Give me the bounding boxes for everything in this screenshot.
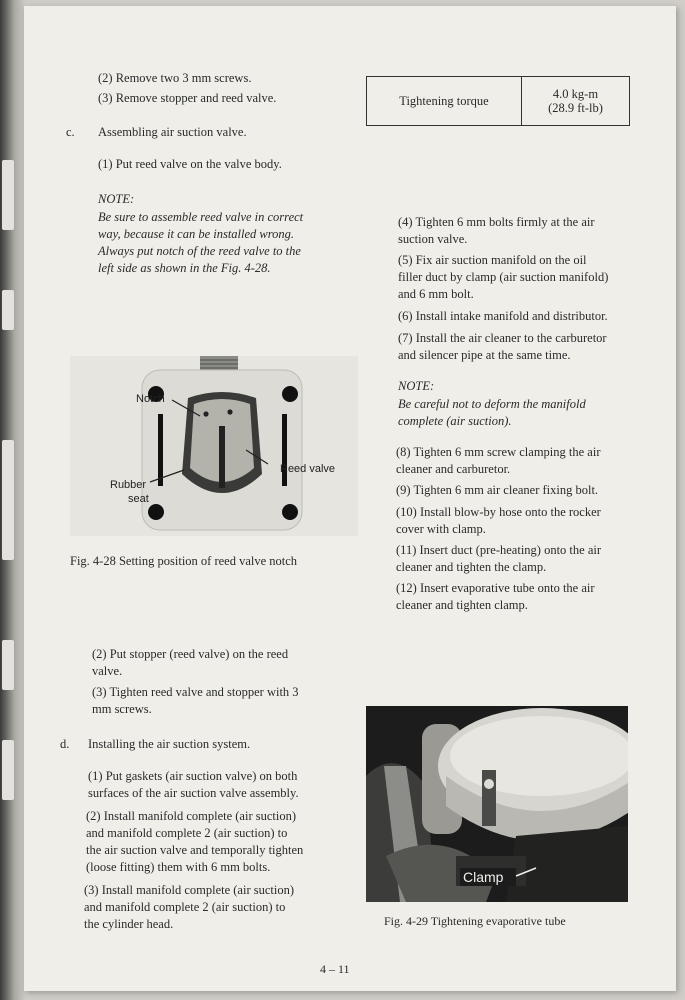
step-r11: (11) Insert duct (pre-heating) onto the air cleaner and tighten the clamp. xyxy=(396,543,602,574)
step-r6: (6) Install intake manifold and distributor. xyxy=(398,309,608,323)
step-r12: (12) Insert evaporative tube onto the air cleaner and tighten clamp. xyxy=(396,581,595,612)
torque-value: 4.0 kg-m (28.9 ft-lb) xyxy=(548,87,603,115)
step-c3: (3) Tighten reed valve and stopper with 3 mm screws. xyxy=(92,685,299,716)
note1-heading: NOTE: xyxy=(98,192,135,206)
engine-photo-illustration xyxy=(366,706,628,902)
section-d-letter: d. xyxy=(60,737,70,751)
note1-line: Always put notch of the reed valve to the xyxy=(98,244,301,258)
step-r4: (4) Tighten 6 mm bolts firmly at the air suction valve. xyxy=(398,215,595,246)
bolt-hole xyxy=(282,504,298,520)
rubber-label: Rubber xyxy=(110,479,147,491)
bolt-hole xyxy=(282,386,298,402)
note1-line: way, because it can be installed wrong. xyxy=(98,227,295,241)
reed-valve-label: Reed valve xyxy=(280,463,336,475)
torque-table xyxy=(366,76,630,126)
step-c1: (1) Put reed valve on the valve body. xyxy=(98,157,282,171)
notch-label: Notch xyxy=(136,393,165,405)
step-c2: (2) Put stopper (reed valve) on the reed valve. xyxy=(92,647,289,678)
note1-line: left side as shown in the Fig. 4-28. xyxy=(98,261,271,275)
step-d2: (2) Install manifold complete (air suction) and manifold complete 2 (air suction) to the air suction valve and temporally tighten (loose fitting) them with 6 mm bolts. xyxy=(86,809,304,874)
step-r5: (5) Fix air suction manifold on the oil filler duct by clamp (air suction manifold) and 6 mm bolt. xyxy=(398,253,609,301)
step-r8: (8) Tighten 6 mm screw clamping the air cleaner and carburetor. xyxy=(396,445,601,476)
reed-valve-figure xyxy=(70,356,358,536)
torque-label: Tightening torque xyxy=(367,77,522,125)
photo-caption: Fig. 4-29 Tightening evaporative tube xyxy=(384,914,566,928)
note2-line: complete (air suction). xyxy=(398,414,512,428)
reed-valve-diagram xyxy=(70,356,358,536)
note2-heading: NOTE: xyxy=(398,379,435,393)
clamp-label: Clamp xyxy=(463,869,504,885)
note2-line: Be careful not to deform the manifold xyxy=(398,397,586,411)
book-binding xyxy=(0,0,26,1000)
manual-page xyxy=(24,6,676,991)
note1-line: Be sure to assemble reed valve in correct xyxy=(98,210,304,224)
section-c-title: Assembling air suction valve. xyxy=(98,125,247,139)
step-remove-stopper: (3) Remove stopper and reed valve. xyxy=(98,91,277,105)
section-c-letter: c. xyxy=(66,125,75,139)
step-d3: (3) Install manifold complete (air suction) and manifold complete 2 (air suction) to the cylinder head. xyxy=(84,883,295,931)
seat-label: seat xyxy=(128,493,149,505)
page-number: 4 – 11 xyxy=(320,962,350,976)
step-r7: (7) Install the air cleaner to the carburetor and silencer pipe at the same time. xyxy=(398,331,607,362)
engine-photo xyxy=(366,706,628,902)
bolt-hole xyxy=(148,504,164,520)
step-r9: (9) Tighten 6 mm air cleaner fixing bolt. xyxy=(396,483,599,497)
figure-caption: Fig. 4-28 Setting position of reed valve notch xyxy=(70,554,298,568)
section-d-title: Installing the air suction system. xyxy=(88,737,251,751)
step-d1: (1) Put gaskets (air suction valve) on both surfaces of the air suction valve assembly. xyxy=(88,769,299,800)
step-remove-screws: (2) Remove two 3 mm screws. xyxy=(98,71,252,85)
step-r10: (10) Install blow-by hose onto the rocker cover with clamp. xyxy=(396,505,601,536)
